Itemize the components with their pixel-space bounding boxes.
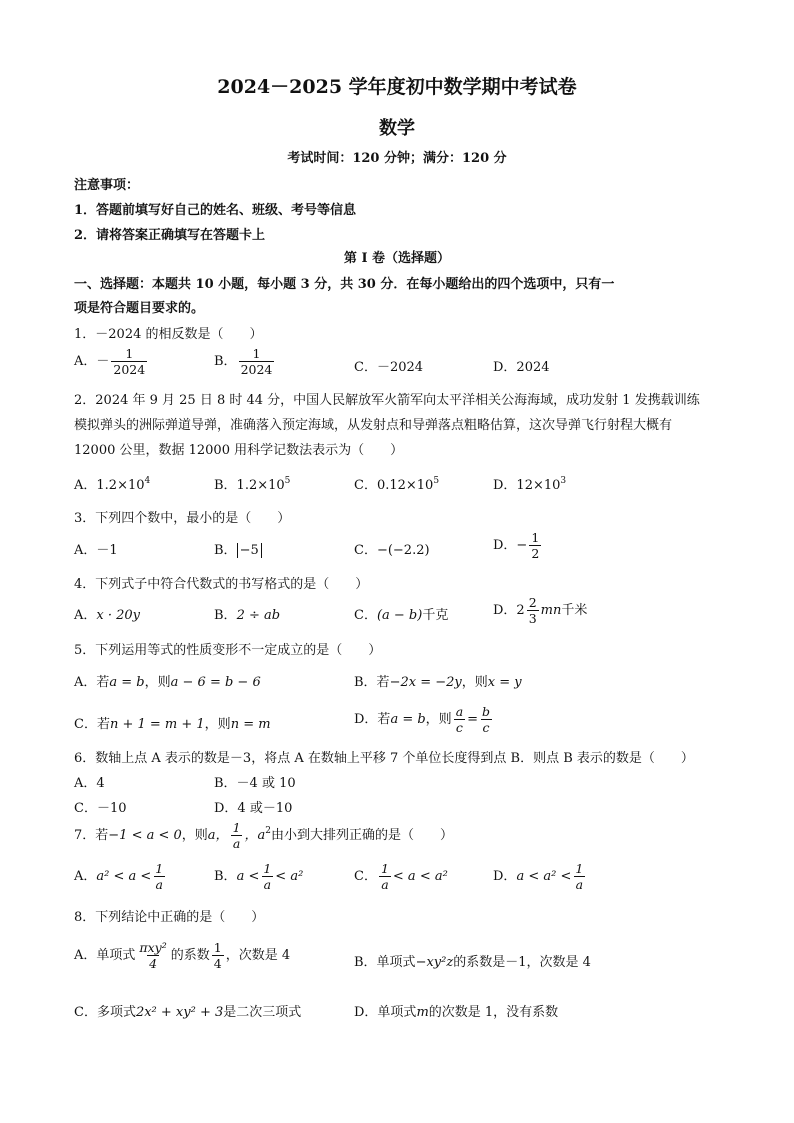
q4-d-fraction: $\frac{2}{3}$ [528, 595, 537, 626]
q2-option-c: C．$0.12\times 10^5$ [354, 476, 440, 493]
q1-option-a [74, 346, 149, 377]
q7-option-c: C． $\frac{1}{a}$ < a < a² [354, 861, 448, 892]
q2-line3: 12000 公里，数据 12000 用科学记数法表示为（ ） [74, 443, 404, 458]
q1-option-c: C．－2024 [354, 360, 424, 375]
q7-stem-fraction: $\frac{1}{a}$ [232, 820, 241, 851]
notes-heading: 注意事项： [74, 178, 140, 193]
q1-b-fraction: $\frac{1}{2024}$ [240, 346, 273, 377]
q8-stem: 8．下列结论中正确的是（ ） [74, 910, 265, 925]
q1-a-fraction: $\frac{1}{2024}$ [113, 346, 146, 377]
q1-option-d: D．2024 [493, 360, 550, 375]
exam-info: 考试时间：120 分钟；满分：120 分 [287, 151, 507, 166]
q4-stem: 4．下列式子中符合代数式的书写格式的是（ ） [74, 577, 369, 592]
q4-option-b: B．2 ÷ ab [214, 608, 281, 623]
q3-option-b: B． −5 [214, 539, 262, 558]
q2-line1: 2．2024 年 9 月 25 日 8 时 44 分，中国人民解放军火箭军向太平洋相关公海海域，成功发射 1 发携载训练 [74, 393, 700, 408]
section-title: 第 I 卷（选择题） [343, 251, 451, 266]
q6-option-b: B．－4 或 10 [214, 776, 296, 791]
q5-option-b: B．若−2x = −2y，则x = y [354, 675, 522, 690]
q5-d-left-fraction: $\frac{a}{c}$ [455, 704, 464, 735]
note-item-2: 2．请将答案正确填写在答题卡上 [74, 228, 266, 243]
q4-option-c: C．(a − b)千克 [354, 608, 449, 623]
q7-stem: 7．若−1 < a < 0，则a， $\frac{1}{a}$ ，$a^2$由小到大排列正确的是（ ） [74, 820, 454, 851]
q5-option-a: A．若a = b，则a − 6 = b − 6 [74, 675, 261, 690]
q1-a-label: A．－ [74, 354, 110, 369]
q6-option-a: A．4 [74, 776, 105, 791]
q5-option-c: C．若n + 1 = m + 1，则n = m [74, 717, 271, 732]
q3-d-fraction: $\frac{1}{2}$ [531, 530, 540, 561]
q5-d-right-fraction: $\frac{b}{c}$ [482, 704, 491, 735]
q4-option-a: A．x · 20y [74, 608, 141, 623]
q7-option-b: B．a < $\frac{1}{a}$ < a² [214, 861, 304, 892]
q3-stem: 3．下列四个数中，最小的是（ ） [74, 511, 291, 526]
q5-stem: 5．下列运用等式的性质变形不一定成立的是（ ） [74, 643, 382, 658]
q1-b-label: B． [214, 354, 237, 369]
q7-option-a: A．a² < a < $\frac{1}{a}$ [74, 861, 164, 892]
q2-option-d: D．$12\times 10^3$ [493, 476, 567, 493]
q1-option-b [214, 346, 276, 377]
q2-option-a: A．$1.2\times 10^4$ [74, 476, 151, 493]
q2-option-b: B．$1.2\times 10^5$ [214, 476, 291, 493]
q8-option-a: A．单项式 $\frac{\text{πxy²}}{4}$ 的系数 $\frac{1}{4}$ ，次数是 4 [74, 940, 291, 971]
q3-b-absolute-value: −5 [237, 543, 262, 558]
q3-option-a: A．－1 [74, 543, 118, 558]
q6-stem: 6．数轴上点 A 表示的数是－3，将点 A 在数轴上平移 7 个单位长度得到点 B．则点 B 表示的数是（ ） [74, 751, 694, 766]
q1-stem: 1．－2024 的相反数是（ ） [74, 327, 263, 342]
q3-option-d: D．− $\frac{1}{2}$ [493, 530, 540, 561]
q8-option-c: C．多项式2x² + xy² + 3是二次三项式 [74, 1005, 302, 1020]
q4-option-d: D．2 $\frac{2}{3}$ mn千米 [493, 595, 588, 626]
q8-option-d: D．单项式m的次数是 1，没有系数 [354, 1005, 559, 1020]
q5-option-d: D．若a = b，则 $\frac{a}{c}$ = $\frac{b}{c}$ [354, 704, 491, 735]
q7-option-d: D．a < a² < $\frac{1}{a}$ [493, 861, 584, 892]
q2-line2: 模拟弹头的洲际弹道导弹，准确落入预定海域，从发射点和导弹落点粗略估算，这次导弹飞行射程大概有 [74, 418, 673, 433]
note-item-1: 1．答题前填写好自己的姓名、班级、考号等信息 [74, 203, 357, 218]
q8-option-b: B．单项式−xy²z的系数是－1，次数是 4 [354, 955, 591, 970]
exam-title: 2024－2025 学年度初中数学期中考试卷 [217, 76, 577, 98]
section-intro-line1: 一、选择题：本题共 10 小题，每小题 3 分，共 30 分．在每小题给出的四个选项中，只有一 [74, 277, 615, 292]
section-intro-line2: 项是符合题目要求的。 [74, 301, 205, 316]
q3-option-c: C．−(−2.2) [354, 543, 430, 558]
q6-option-c: C．－10 [74, 801, 127, 816]
q6-option-d: D．4 或－10 [214, 801, 293, 816]
subject-title: 数学 [379, 118, 415, 139]
